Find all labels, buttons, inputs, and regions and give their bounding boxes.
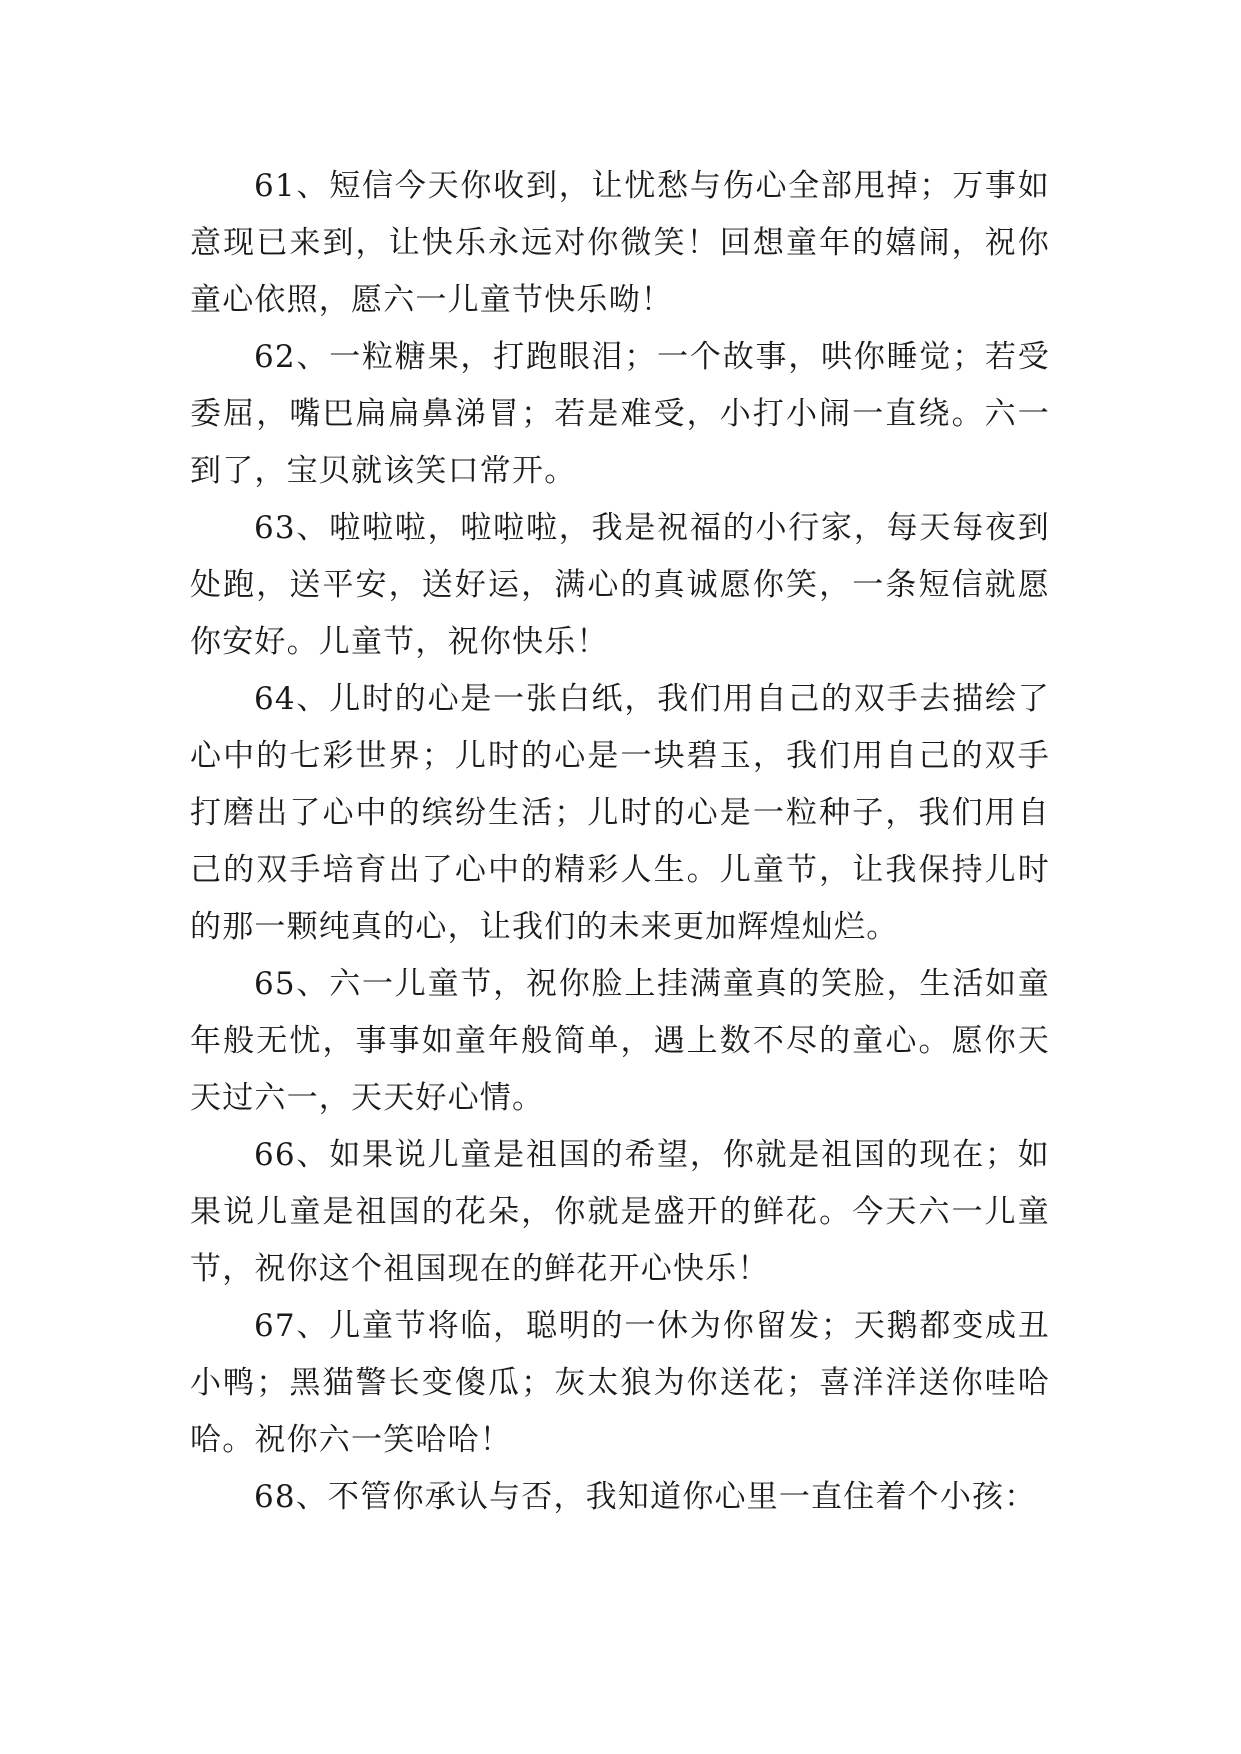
- paragraph-66: 66、如果说儿童是祖国的希望，你就是祖国的现在；如果说儿童是祖国的花朵，你就是盛开的鲜花。今天六一儿童节，祝你这个祖国现在的鲜花开心快乐！: [190, 1137, 1050, 1287]
- paragraph-67: 67、儿童节将临，聪明的一休为你留发；天鹅都变成丑小鸭；黑猫警长变傻瓜；灰太狼为你送花；喜洋洋送你哇哈哈。祝你六一笑哈哈！: [190, 1308, 1050, 1458]
- paragraph-63: 63、啦啦啦，啦啦啦，我是祝福的小行家，每天每夜到处跑，送平安，送好运，满心的真诚愿你笑，一条短信就愿你安好。儿童节，祝你快乐！: [190, 510, 1050, 660]
- paragraph-68: 68、不管你承认与否，我知道你心里一直住着个小孩：: [254, 1479, 1037, 1515]
- paragraph-64: 64、儿时的心是一张白纸，我们用自己的双手去描绘了心中的七彩世界；儿时的心是一块碧玉，我们用自己的双手打磨出了心中的缤纷生活；儿时的心是一粒种子，我们用自己的双手培育出了心中的精彩人生。儿童节，让我保持儿时的那一颗纯真的心，让我们的未来更加辉煌灿烂。: [190, 681, 1050, 945]
- paragraph-62: 62、一粒糖果，打跑眼泪；一个故事，哄你睡觉；若受委屈，嘴巴扁扁鼻涕冒；若是难受，小打小闹一直绕。六一到了，宝贝就该笑口常开。: [190, 339, 1050, 489]
- paragraph-65: 65、六一儿童节，祝你脸上挂满童真的笑脸，生活如童年般无忧，事事如童年般简单，遇上数不尽的童心。愿你天天过六一，天天好心情。: [190, 966, 1050, 1116]
- document-body: [190, 158, 1050, 1526]
- paragraph-61: 61、短信今天你收到，让忧愁与伤心全部甩掉；万事如意现已来到，让快乐永远对你微笑！回想童年的嬉闹，祝你童心依照，愿六一儿童节快乐呦！: [190, 168, 1050, 318]
